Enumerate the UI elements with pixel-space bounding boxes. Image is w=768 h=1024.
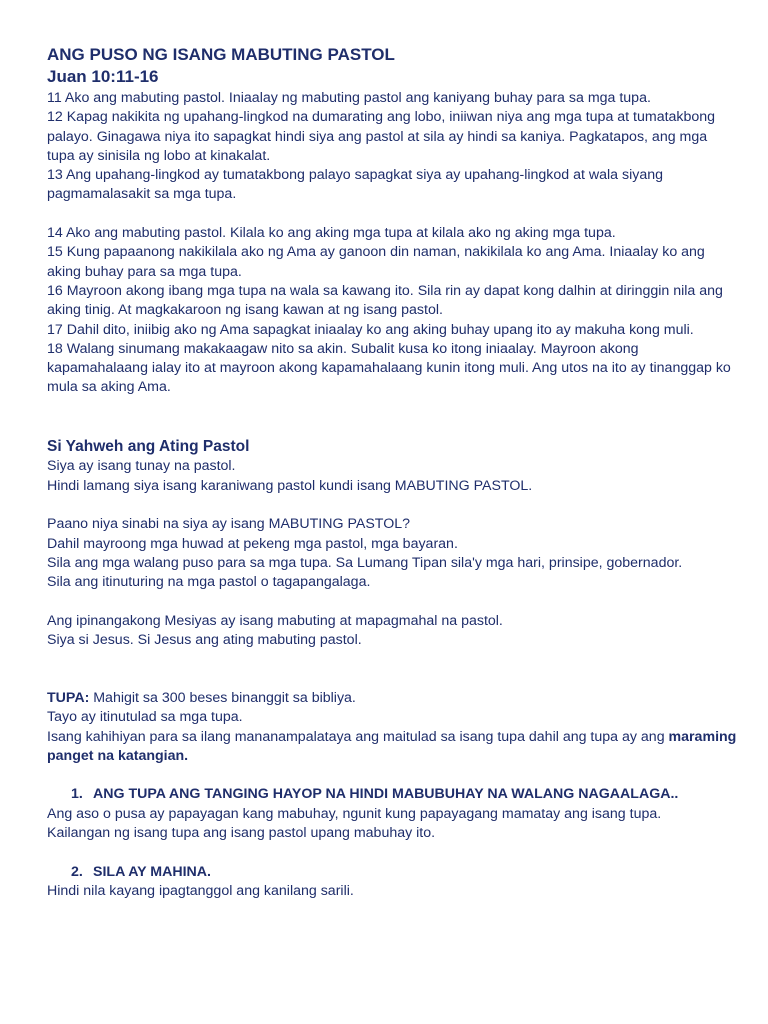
- list-number: 2.: [71, 863, 83, 880]
- list-heading-text: SILA AY MAHINA.: [93, 863, 211, 880]
- tupa-line1: Mahigit sa 300 beses binanggit sa bibliya.: [89, 689, 356, 706]
- section2-line: Sila ang mga walang puso para sa mga tupa. Sa Lumang Tipan sila'y mga hari, prinsipe, gobernador.: [47, 554, 683, 571]
- section2-line: Sila ang itinuturing na mga pastol o tagapangalaga.: [47, 574, 371, 591]
- list-number: 1.: [71, 786, 83, 803]
- section2-line: Siya si Jesus. Si Jesus ang ating mabuting pastol.: [47, 632, 362, 649]
- section2-line: Hindi lamang siya isang karaniwang pastol kundi isang MABUTING PASTOL.: [47, 477, 533, 494]
- tupa-line2: Tayo ay itinutulad sa mga tupa.: [47, 709, 243, 726]
- verse-18: 18 Walang sinumang makakaagaw nito sa akin. Subalit kusa ko itong iniaalay. Mayroon akong kapamahalaang ialay ito at mayroon akong kapamahalaang kunin itong muli. Ang utos na ito ay tinanggap ko mula sa aking Ama.: [47, 340, 731, 396]
- verse-17: 17 Dahil dito, iniibig ako ng Ama sapagkat iniaalay ko ang aking buhay upang ito ay makuha kong muli.: [47, 321, 694, 338]
- section2-line: Paano niya sinabi na siya ay isang MABUTING PASTOL?: [47, 516, 411, 533]
- list-item-heading-2: [47, 863, 737, 882]
- list-item-heading-1: [47, 785, 737, 804]
- tupa-intro: [47, 689, 737, 708]
- section2-line: Siya ay isang tunay na pastol.: [47, 458, 236, 475]
- list-heading-text: ANG TUPA ANG TANGING HAYOP NA HINDI MABUBUHAY NA WALANG NAGAALAGA..: [93, 786, 679, 803]
- section2-line: Dahil mayroong mga huwad at pekeng mga pastol, mga bayaran.: [47, 535, 458, 552]
- verse-12: 12 Kapag nakikita ng upahang-lingkod na dumarating ang lobo, iniiwan niya ang mga tupa at tumatakbong palayo. Ginagawa niya ito sapagkat hindi siya ang pastol at sila ay hindi sa kaniya. Pagkatapos, ang mga tupa ay sinisila ng lobo at kinakalat.: [47, 109, 716, 164]
- tupa-line3-bold: maraming panget na katangian.: [47, 728, 737, 764]
- verse-11: 11 Ako ang mabuting pastol. Iniaalay ng mabuting pastol ang kaniyang buhay para sa mga tupa.: [47, 90, 651, 106]
- list-item-line: Hindi nila kayang ipagtanggol ang kanilang sarili.: [47, 882, 354, 899]
- verse-13: 13 Ang upahang-lingkod ay tumatakbong palayo sapagkat siya ay upahang-lingkod at wala siyang pagmamalasakit sa mga tupa.: [47, 167, 664, 203]
- list-item-line: Kailangan ng isang tupa ang isang pastol upang mabuhay ito.: [47, 824, 436, 841]
- verse-15: 15 Kung papaanong nakikilala ako ng Ama ay ganoon din naman, nakikilala ko ang Ama. Iniaalay ko ang aking buhay para sa mga tupa.: [47, 244, 705, 280]
- verse-14: 14 Ako ang mabuting pastol. Kilala ko ang aking mga tupa at kilala ako ng aking mga tupa.: [47, 225, 616, 242]
- verse-16: 16 Mayroon akong ibang mga tupa na wala sa kawang ito. Sila rin ay dapat kong dalhin at diringgin nila ang aking tinig. At magkakaroon ng isang kawan at ng isang pastol.: [47, 282, 723, 319]
- list-item-line: Ang aso o pusa ay papayagan kang mabuhay, ngunit kung papayagang mamatay ang isang tupa.: [47, 805, 662, 822]
- document-title: ANG PUSO NG ISANG MABUTING PASTOL: [47, 45, 395, 64]
- document-page: [47, 44, 737, 901]
- tupa-line3-text: Isang kahihiyan para sa ilang mananampalataya ang maitulad sa isang tupa dahil ang tupa ay ang: [47, 728, 669, 745]
- section-heading-yahweh: Si Yahweh ang Ating Pastol: [47, 438, 250, 456]
- tupa-label: TUPA:: [47, 689, 90, 706]
- tupa-line3: [47, 728, 737, 767]
- scripture-reference: Juan 10:11-16: [47, 67, 159, 86]
- section2-line: Ang ipinangakong Mesiyas ay isang mabuting at mapagmahal na pastol.: [47, 612, 503, 629]
